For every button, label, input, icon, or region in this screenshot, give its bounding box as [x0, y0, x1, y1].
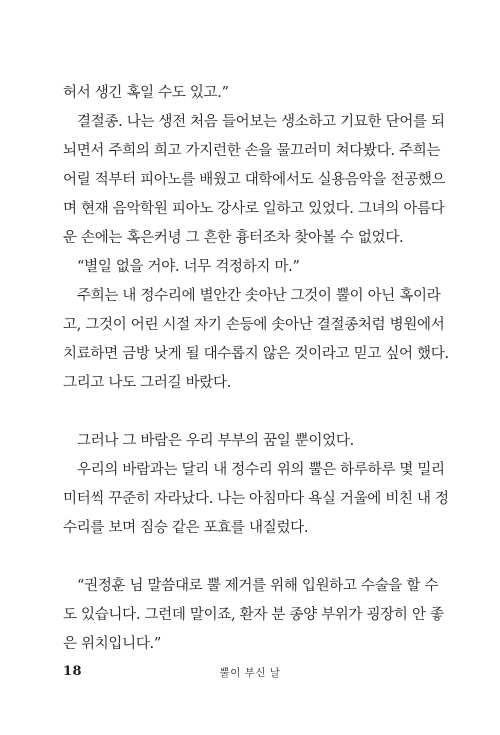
- text-line: 어릴 적부터 피아노를 배웠고 대학에서도 실용음악을 전공했으: [63, 172, 446, 188]
- text-line: 허서 생긴 혹일 수도 있고.”: [63, 85, 229, 101]
- text-line: 은 위치입니다.”: [63, 636, 161, 652]
- text-line: 도 있습니다. 그런데 말이죠, 환자 분 종양 부위가 굉장히 안 좋: [63, 607, 444, 623]
- text-line: 주희는 내 정수리에 별안간 솟아난 그것이 뿔이 아닌 혹이라: [77, 288, 441, 304]
- text-line: “별일 없을 거야. 너무 걱정하지 마.”: [77, 259, 300, 275]
- text-line: 치료하면 금방 낫게 될 대수롭지 않은 것이라고 믿고 싶어 했다.: [63, 346, 449, 362]
- text-line: 미터씩 꾸준히 자라났다. 나는 아침마다 욕실 거울에 비친 내 정: [63, 491, 449, 507]
- text-line: 뇌면서 주희의 희고 가지런한 손을 물끄러미 쳐다봤다. 주희는: [63, 143, 441, 159]
- text-line: 고, 그것이 어린 시절 자기 손등에 솟아난 결절종처럼 병원에서: [63, 317, 445, 333]
- text-line: 그리고 나도 그러길 바랐다.: [63, 375, 232, 391]
- text-line: 결절종. 나는 생전 처음 들어보는 생소하고 기묘한 단어를 되: [77, 114, 445, 130]
- section-break: [63, 398, 441, 427]
- text-line: 우리의 바람과는 달리 내 정수리 위의 뿔은 하루하루 몇 밀리: [77, 462, 445, 478]
- text-line: 며 현재 음악학원 피아노 강사로 일하고 있었다. 그녀의 아름다: [63, 201, 445, 217]
- running-title: 뿔이 부신 날: [219, 667, 281, 679]
- body-text: [63, 79, 449, 659]
- text-line: 수리를 보며 짐승 같은 포효를 내질렀다.: [63, 520, 309, 536]
- text-line: “권정훈 님 말씀대로 뿔 제거를 위해 입원하고 수술을 할 수: [77, 578, 439, 594]
- page-number: 18: [63, 664, 83, 679]
- section-break: [63, 543, 441, 572]
- text-line: 그러나 그 바람은 우리 부부의 꿈일 뿐이었다.: [77, 433, 354, 449]
- text-line: 운 손에는 혹은커녕 그 흔한 흉터조차 찾아볼 수 없었다.: [63, 230, 404, 246]
